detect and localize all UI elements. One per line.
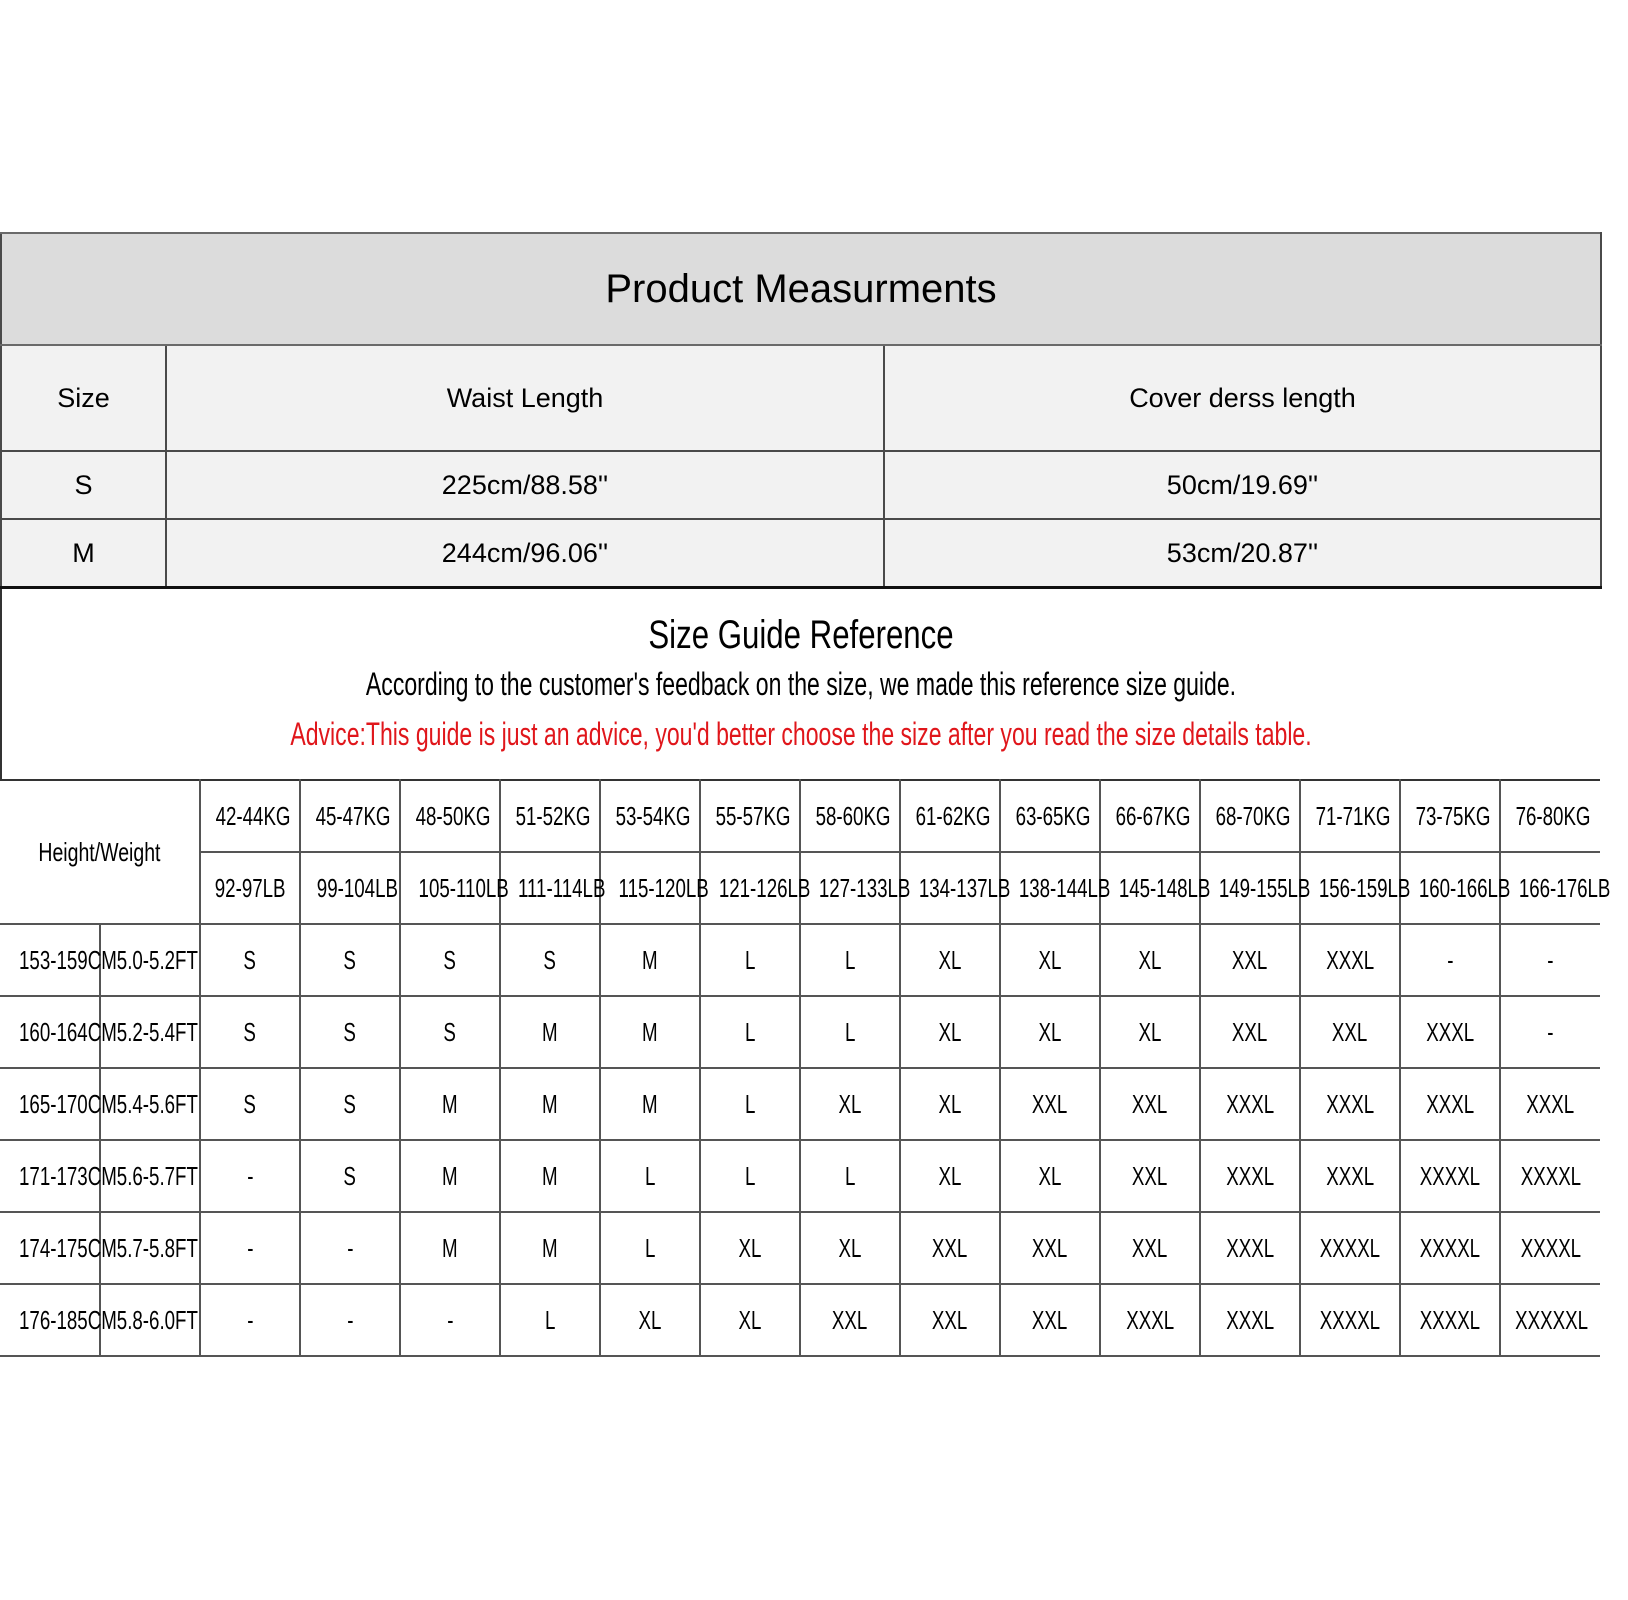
weight-kg-header [500, 780, 600, 852]
header-waist-length: Waist Length [166, 345, 884, 451]
size-cell-text: S [343, 1088, 357, 1119]
size-cell [1100, 996, 1200, 1068]
size-cell-text: L [844, 1016, 856, 1047]
size-cell-text: XXXL [1226, 1160, 1274, 1191]
size-cell [1000, 1068, 1100, 1140]
size-cell-text: L [744, 1160, 756, 1191]
weight-kg-header-text: 61-62KG [915, 800, 991, 831]
size-cell-text: XXXXXL [1515, 1304, 1589, 1335]
size-cell-text: XXL [932, 1304, 968, 1335]
size-cell [500, 924, 600, 996]
height-ft-text: 5.2-5.4FT [116, 1016, 198, 1047]
size-cell [1500, 1140, 1600, 1212]
size-cell-text: XXXXL [1419, 1160, 1481, 1191]
size-cell-text: XXL [1032, 1304, 1068, 1335]
size-cell-text: M [642, 1088, 658, 1119]
size-cell [700, 924, 800, 996]
measurement-row [1, 451, 1601, 519]
weight-lb-header-text: 166-176LB [1518, 872, 1611, 903]
size-cell-text: - [446, 1304, 454, 1335]
size-cell-text: XXL [1032, 1088, 1068, 1119]
size-cell [1400, 1212, 1500, 1284]
height-cm [0, 1284, 117, 1356]
weight-lb-header [300, 852, 400, 924]
size-cell-text: XXL [1132, 1232, 1168, 1263]
weight-lb-header [200, 852, 300, 924]
measurements-title: Product Measurments [1, 233, 1601, 345]
size-cell [1300, 1140, 1400, 1212]
weight-lb-header-text: 121-126LB [718, 872, 811, 903]
size-cell [400, 1212, 500, 1284]
height-ft-text: 5.6-5.7FT [116, 1160, 198, 1191]
weight-lb-header [1200, 852, 1311, 924]
size-cell [800, 1140, 900, 1212]
weight-kg-header [900, 780, 1000, 852]
size-cell [1000, 1284, 1100, 1356]
size-cell-text: S [243, 1088, 257, 1119]
size-cell-text: XXXL [1126, 1304, 1174, 1335]
size-cell-text: XL [938, 1088, 962, 1119]
size-cell-text: S [443, 1016, 457, 1047]
size-cell-text: L [744, 1016, 756, 1047]
size-cell-text: S [343, 1016, 357, 1047]
size-cell-text: S [343, 944, 357, 975]
size-cell [1400, 924, 1500, 996]
weight-lb-header-text: 138-144LB [1018, 872, 1111, 903]
size-cell [1100, 1140, 1200, 1212]
weight-kg-header [1500, 780, 1600, 852]
size-cell [1300, 996, 1400, 1068]
size-cell [400, 1284, 500, 1356]
size-cell-text: M [442, 1232, 458, 1263]
size-cell [1200, 1284, 1300, 1356]
size-cell [900, 924, 1000, 996]
size-cell [1500, 924, 1600, 996]
size-cell [1500, 1284, 1600, 1356]
height-cm-text: 176-185CM [19, 1304, 117, 1335]
weight-lb-header-text: 149-155LB [1218, 872, 1311, 903]
size-cell [300, 1068, 400, 1140]
size-guide-title: Size Guide Reference [648, 613, 954, 657]
size-cell-text: XXXXL [1520, 1160, 1581, 1191]
weight-kg-header-text: 53-54KG [615, 800, 691, 831]
size-guide-row [0, 1212, 1600, 1284]
size-cell [1300, 924, 1400, 996]
weight-lb-header-text: 134-137LB [918, 872, 1011, 903]
size-cell [1400, 996, 1500, 1068]
size-cell-text: M [542, 1088, 558, 1119]
size-guide-row [0, 1068, 1600, 1140]
size-cell-text: XXXXL [1319, 1304, 1381, 1335]
weight-lb-row [0, 852, 1600, 924]
weight-lb-header [1300, 852, 1411, 924]
size-cell-text: S [343, 1160, 357, 1191]
weight-kg-header [1200, 780, 1300, 852]
weight-lb-header [1500, 852, 1611, 924]
weight-lb-header [600, 852, 709, 924]
weight-lb-header [1400, 852, 1511, 924]
size-cell-text: XXL [1132, 1160, 1168, 1191]
weight-kg-header [200, 780, 300, 852]
weight-kg-header [1000, 780, 1100, 852]
size-cell-text: XXXL [1526, 1088, 1575, 1119]
size-cell [300, 1212, 400, 1284]
weight-lb-header [1000, 852, 1111, 924]
weight-lb-header-text: 145-148LB [1118, 872, 1211, 903]
size-cell [500, 1284, 600, 1356]
weight-kg-header [800, 780, 900, 852]
size-cell [900, 1068, 1000, 1140]
weight-kg-header-text: 55-57KG [715, 800, 791, 831]
size-cell [300, 924, 400, 996]
size-cell-text: XXXL [1326, 944, 1374, 975]
size-cell [1500, 996, 1600, 1068]
size-cell [1100, 1212, 1200, 1284]
size-cell [500, 1140, 600, 1212]
weight-lb-header-text: 99-104LB [316, 872, 398, 903]
size-guide-description: According to the customer's feedback on the size, we made this reference size guide. [365, 666, 1237, 702]
size-cell [200, 924, 300, 996]
size-cell-text: XXXL [1326, 1088, 1374, 1119]
size-cell-text: XL [738, 1304, 762, 1335]
size-cell-text: XXXL [1326, 1160, 1374, 1191]
size-cell-text: L [844, 1160, 856, 1191]
weight-lb-header [700, 852, 811, 924]
size-cell-text: XL [938, 944, 962, 975]
size-cell [800, 1284, 900, 1356]
size-cell-text: L [744, 1088, 756, 1119]
height-ft-text: 5.4-5.6FT [116, 1088, 198, 1119]
height-cm-text: 160-164CM [19, 1016, 117, 1047]
size-cell [400, 1068, 500, 1140]
size-cell [500, 1068, 600, 1140]
size-cell [400, 996, 500, 1068]
weight-kg-header [1100, 780, 1200, 852]
height-cm-text: 171-173CM [19, 1160, 117, 1191]
size-cell [600, 1212, 700, 1284]
size-cell-text: XL [738, 1232, 762, 1263]
size-cell-text: XXXL [1226, 1232, 1274, 1263]
weight-kg-header [700, 780, 800, 852]
size-cell-text: M [642, 1016, 658, 1047]
size-guide-table [0, 779, 1611, 1357]
size-cell-text: XL [838, 1088, 862, 1119]
size-cell [200, 1068, 300, 1140]
size-cell-text: XXL [932, 1232, 968, 1263]
weight-kg-header-text: 42-44KG [215, 800, 291, 831]
size-cell-text: XXL [1032, 1232, 1068, 1263]
size-cell-text: - [1547, 944, 1554, 975]
measurement-waist: 244cm/96.06'' [166, 519, 884, 588]
weight-kg-header-text: 66-67KG [1115, 800, 1191, 831]
product-measurements-table [0, 232, 1602, 589]
size-cell-text: XL [638, 1304, 662, 1335]
weight-kg-header-text: 45-47KG [315, 800, 391, 831]
size-cell [600, 1068, 700, 1140]
size-cell-text: XXL [832, 1304, 868, 1335]
height-cm [0, 996, 117, 1068]
weight-kg-header-text: 73-75KG [1415, 800, 1491, 831]
size-cell-text: XXXXL [1419, 1232, 1481, 1263]
size-cell-text: XXXL [1226, 1304, 1274, 1335]
weight-kg-header-text: 63-65KG [1015, 800, 1091, 831]
height-cm [0, 1212, 117, 1284]
size-cell [900, 1140, 1000, 1212]
weight-lb-header-text: 92-97LB [214, 872, 286, 903]
size-cell [1200, 924, 1300, 996]
weight-kg-header [400, 780, 500, 852]
size-cell-text: XL [938, 1160, 962, 1191]
size-cell [1500, 1212, 1600, 1284]
weight-lb-header [900, 852, 1011, 924]
measurement-size: S [1, 451, 166, 519]
weight-lb-header-text: 111-114LB [518, 872, 606, 903]
weight-kg-header [600, 780, 700, 852]
height-cm-text: 174-175CM [19, 1232, 117, 1263]
size-cell-text: S [243, 944, 257, 975]
size-cell-text: XL [1038, 1016, 1062, 1047]
size-cell [600, 1284, 700, 1356]
size-guide-row [0, 1284, 1600, 1356]
size-cell [800, 924, 900, 996]
size-cell [800, 996, 900, 1068]
size-cell [1000, 1212, 1100, 1284]
size-cell-text: XL [1038, 1160, 1062, 1191]
weight-kg-header-text: 68-70KG [1215, 800, 1291, 831]
size-cell [600, 1140, 700, 1212]
height-cm [0, 1068, 117, 1140]
size-cell [700, 1068, 800, 1140]
height-ft-text: 5.0-5.2FT [116, 944, 198, 975]
size-cell-text: M [542, 1232, 558, 1263]
size-cell-text: L [844, 944, 856, 975]
size-cell-text: XXXL [1426, 1016, 1474, 1047]
size-cell [700, 996, 800, 1068]
weight-kg-header-text: 58-60KG [815, 800, 891, 831]
size-cell-text: - [246, 1304, 254, 1335]
size-cell-text: - [1446, 944, 1454, 975]
height-weight-label [0, 780, 200, 924]
size-cell [400, 924, 500, 996]
size-cell-text: - [346, 1232, 354, 1263]
weight-lb-header-text: 105-110LB [418, 872, 509, 903]
size-guide-advice: Advice:This guide is just an advice, you'd better choose the size after you read the size details table. [290, 716, 1312, 752]
size-cell-text: XXL [1232, 1016, 1268, 1047]
size-cell [1300, 1068, 1400, 1140]
size-cell-text: XL [1138, 1016, 1162, 1047]
size-cell [1200, 1140, 1300, 1212]
size-cell [700, 1284, 800, 1356]
size-cell [1200, 1212, 1300, 1284]
weight-lb-header [800, 852, 911, 924]
size-cell-text: M [442, 1088, 458, 1119]
size-cell [900, 1284, 1000, 1356]
size-chart-sheet [0, 232, 1611, 1357]
size-cell [500, 996, 600, 1068]
measurements-title-row [1, 233, 1601, 345]
weight-lb-header-text: 160-166LB [1418, 872, 1511, 903]
weight-kg-header [1400, 780, 1500, 852]
size-cell [1300, 1284, 1400, 1356]
size-cell [1000, 1140, 1100, 1212]
size-cell [300, 996, 400, 1068]
weight-kg-header-text: 51-52KG [515, 800, 591, 831]
height-ft-text: 5.7-5.8FT [116, 1232, 198, 1263]
weight-kg-header-text: 76-80KG [1515, 800, 1591, 831]
size-cell [600, 996, 700, 1068]
size-cell-text: L [544, 1304, 556, 1335]
weight-kg-header-text: 71-71KG [1315, 800, 1391, 831]
size-cell [1100, 924, 1200, 996]
size-cell-text: XXL [1332, 1016, 1368, 1047]
size-cell [700, 1140, 800, 1212]
size-cell [1400, 1068, 1500, 1140]
size-cell [1100, 1284, 1200, 1356]
weight-kg-header [300, 780, 400, 852]
measurement-row [1, 519, 1601, 588]
height-cm [0, 1140, 117, 1212]
measurement-waist: 225cm/88.58'' [166, 451, 884, 519]
size-cell-text: XXXXL [1520, 1232, 1581, 1263]
size-guide-row [0, 996, 1600, 1068]
size-cell-text: XXL [1132, 1088, 1168, 1119]
size-cell-text: - [346, 1304, 354, 1335]
weight-lb-header-text: 127-133LB [818, 872, 911, 903]
height-cm-text: 165-170CM [19, 1088, 117, 1119]
header-cover-dress-length: Cover derss length [884, 345, 1601, 451]
size-cell-text: - [1547, 1016, 1554, 1047]
size-cell [300, 1140, 400, 1212]
size-cell [400, 1140, 500, 1212]
size-cell [300, 1284, 400, 1356]
size-cell [1400, 1140, 1500, 1212]
size-cell-text: XXXXL [1319, 1232, 1381, 1263]
size-cell-text: M [542, 1160, 558, 1191]
measurement-size: M [1, 519, 166, 588]
size-cell-text: M [442, 1160, 458, 1191]
size-cell-text: XL [1038, 944, 1062, 975]
height-ft-text: 5.8-6.0FT [116, 1304, 198, 1335]
size-cell [700, 1212, 800, 1284]
size-cell [1300, 1212, 1400, 1284]
size-cell [1400, 1284, 1500, 1356]
header-size: Size [1, 345, 166, 451]
size-cell-text: XL [838, 1232, 862, 1263]
size-cell-text: XL [938, 1016, 962, 1047]
size-guide-row [0, 924, 1600, 996]
size-cell [200, 1140, 300, 1212]
weight-lb-header [500, 852, 606, 924]
height-cm [0, 924, 117, 996]
size-cell [900, 996, 1000, 1068]
size-cell-text: S [443, 944, 457, 975]
size-cell-text: XXXXL [1419, 1304, 1481, 1335]
height-cm-text: 153-159CM [19, 944, 117, 975]
size-cell-text: S [243, 1016, 257, 1047]
size-cell-text: XXXL [1426, 1088, 1474, 1119]
weight-lb-header [1100, 852, 1211, 924]
size-cell-text: - [246, 1232, 254, 1263]
size-cell [1000, 924, 1100, 996]
weight-lb-header [400, 852, 509, 924]
size-cell-text: L [644, 1232, 656, 1263]
size-cell [1100, 1068, 1200, 1140]
size-cell [200, 1284, 300, 1356]
size-cell [200, 996, 300, 1068]
size-cell-text: M [542, 1016, 558, 1047]
size-cell [500, 1212, 600, 1284]
measurements-header-row [1, 345, 1601, 451]
measurement-cover: 50cm/19.69'' [884, 451, 1601, 519]
weight-kg-row [0, 780, 1600, 852]
size-cell-text: XL [1138, 944, 1162, 975]
size-cell [1000, 996, 1100, 1068]
size-cell [900, 1212, 1000, 1284]
size-cell-text: - [246, 1160, 254, 1191]
size-guide-row [0, 1140, 1600, 1212]
weight-kg-header-text: 48-50KG [415, 800, 491, 831]
size-cell [600, 924, 700, 996]
weight-kg-header [1300, 780, 1400, 852]
size-cell [800, 1212, 900, 1284]
size-cell-text: XXL [1232, 944, 1268, 975]
size-cell-text: L [644, 1160, 656, 1191]
size-cell-text: M [642, 944, 658, 975]
weight-lb-header-text: 115-120LB [618, 872, 709, 903]
size-cell [200, 1212, 300, 1284]
size-guide-header [0, 589, 1600, 779]
measurement-cover: 53cm/20.87'' [884, 519, 1601, 588]
size-cell-text: S [543, 944, 557, 975]
size-cell [1500, 1068, 1600, 1140]
size-cell [800, 1068, 900, 1140]
size-cell-text: XXXL [1226, 1088, 1274, 1119]
height-weight-label-text: Height/Weight [38, 836, 161, 867]
size-cell-text: L [744, 944, 756, 975]
size-cell [1200, 996, 1300, 1068]
size-cell [1200, 1068, 1300, 1140]
weight-lb-header-text: 156-159LB [1318, 872, 1411, 903]
